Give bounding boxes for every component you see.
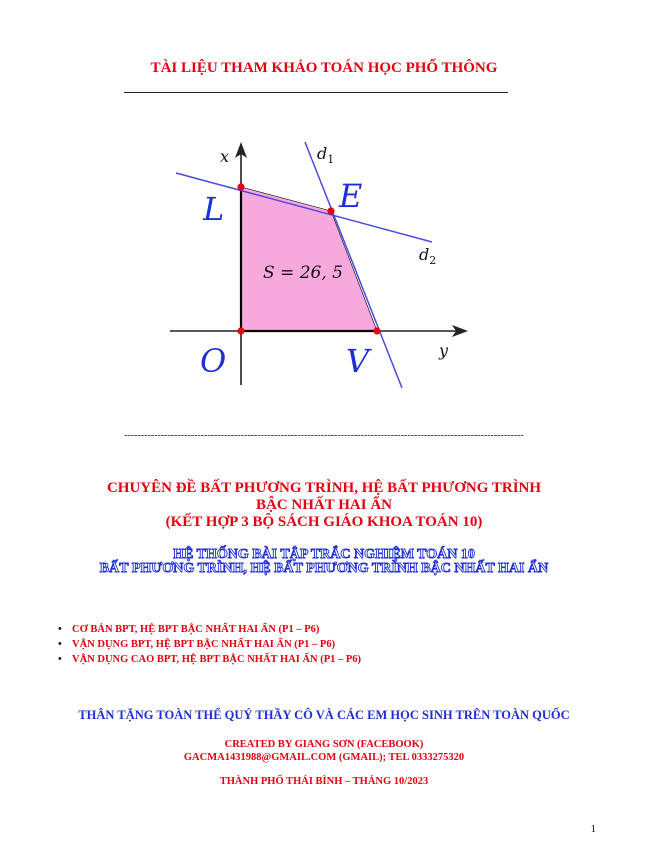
point-L-dot: [237, 183, 244, 190]
feasible-region-figure: [160, 130, 490, 390]
main-heading-line-2: BẬC NHẤT HAI ẨN: [256, 497, 392, 513]
outline-heading-line-2: BẤT PHƯƠNG TRÌNH, HỆ BẤT PHƯƠNG TRÌNH BẬC NHẤT HAI ẨN: [99, 561, 549, 576]
credits-contact: GACMA1431988@GMAIL.COM (GMAIL); TEL 0333275320: [183, 752, 465, 763]
axis-y-label: y: [439, 341, 449, 360]
document-title: TÀI LIỆU THAM KHẢO TOÁN HỌC PHỔ THÔNG: [150, 60, 498, 76]
axis-x-label: x: [220, 147, 230, 166]
credits-author: CREATED BY GIANG SƠN (FACEBOOK): [224, 739, 424, 750]
main-heading-line-1: CHUYÊN ĐỀ BẤT PHƯƠNG TRÌNH, HỆ BẤT PHƯƠNG TRÌNH: [106, 480, 542, 496]
main-heading-line-3: (KẾT HỢP 3 BỘ SÁCH GIÁO KHOA TOÁN 10): [165, 514, 483, 530]
point-O-label: O: [200, 342, 227, 380]
dashed-divider: ------------------------------------------------------------------------------------------------------------------------: [124, 430, 524, 441]
topic-list: [58, 622, 361, 667]
page-number: 1: [590, 823, 596, 835]
list-item-text: VẬN DỤNG BPT, HỆ BPT BẬC NHẤT HAI ẨN (P1 – P6): [72, 639, 336, 650]
location-date: THÀNH PHỐ THÁI BÌNH – THÁNG 10/2023: [219, 776, 429, 787]
list-item-text: VẬN DỤNG CAO BPT, HỆ BPT BẬC NHẤT HAI ẨN (P1 – P6): [72, 654, 362, 665]
area-label: S = 26, 5: [263, 263, 343, 283]
point-V-dot: [373, 327, 380, 334]
list-item: [58, 622, 361, 637]
point-E-label: E: [339, 177, 363, 215]
outline-heading: [0, 548, 648, 576]
point-L-label: L: [203, 190, 225, 228]
bullet-icon: •: [58, 654, 62, 665]
point-E-dot: [327, 207, 334, 214]
title-underline: [124, 92, 508, 93]
list-item: [58, 637, 361, 652]
list-item: [58, 652, 361, 667]
point-O-dot: [237, 327, 244, 334]
line-d1-label: $d_1$: [317, 144, 335, 166]
dedication: THÂN TẶNG TOÀN THỂ QUÝ THẦY CÔ VÀ CÁC EM HỌC SINH TRÊN TOÀN QUỐC: [78, 708, 570, 722]
bullet-icon: •: [58, 624, 62, 635]
outline-heading-line-1: HỆ THỐNG BÀI TẬP TRẮC NGHIỆM TOÁN 10: [173, 547, 475, 562]
main-heading: [0, 480, 648, 531]
bullet-icon: •: [58, 639, 62, 650]
line-d2-label: $d_2$: [419, 245, 437, 267]
point-V-label: V: [346, 342, 370, 380]
credits: [0, 738, 648, 764]
list-item-text: CƠ BẢN BPT, HỆ BPT BẬC NHẤT HAI ẨN (P1 – P6): [72, 624, 320, 635]
